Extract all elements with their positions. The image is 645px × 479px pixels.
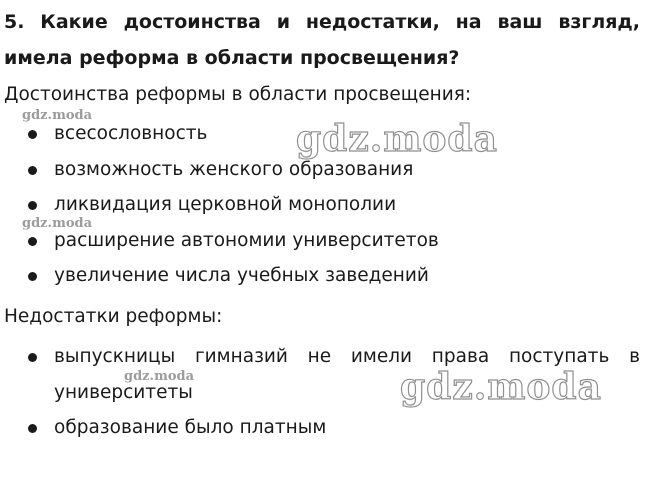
bullet-icon (28, 166, 37, 175)
list-item: образование было платным (28, 416, 640, 452)
bullet-icon (28, 353, 37, 362)
watermark-large: gdz.moda (400, 366, 602, 408)
advantages-heading: Достоинства реформы в области просвещения: (4, 84, 472, 105)
disadvantages-heading: Недостатки реформы: (4, 306, 223, 327)
watermark-small: gdz.moda (124, 369, 195, 384)
bullet-icon (28, 424, 37, 433)
watermark-small: gdz.moda (22, 108, 93, 123)
list-item: всесословность (28, 122, 439, 158)
bullet-icon (28, 272, 37, 281)
list-item: увеличение числа учебных заведений (28, 264, 439, 300)
watermark-small: gdz.moda (22, 216, 93, 231)
bullet-icon (28, 130, 37, 139)
list-item: ликвидация церковной монополии (28, 193, 439, 229)
question-title: 5. Какие достоинства и недостатки, на ваш взгляд, имела реформа в области просвещения? (4, 11, 640, 69)
list-item: расширение автономии университетов (28, 229, 439, 265)
list-item: возможность женского образования (28, 158, 439, 194)
watermark-large: gdz.moda (296, 118, 498, 160)
list-item: выпускницы гимназий не имели права поступать в университеты (28, 345, 640, 416)
bullet-icon (28, 237, 37, 246)
bullet-icon (28, 201, 37, 210)
